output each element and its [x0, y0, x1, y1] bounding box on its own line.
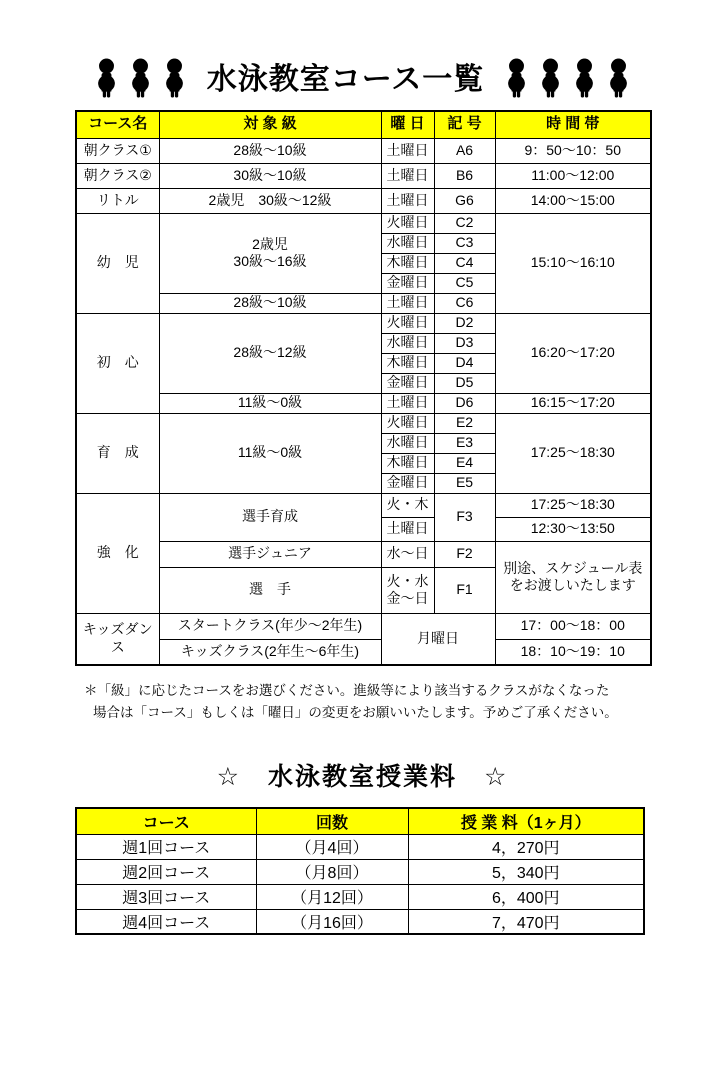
cell-shoshin-target-sat: 11級～0級	[159, 393, 381, 413]
cell-yoji-time: 15:10～16:10	[495, 213, 651, 313]
cell-kyoka-junior-target: 選手ジュニア	[159, 541, 381, 567]
title-row	[0, 50, 725, 102]
cell-shoshin-day-fri: 金曜日	[381, 373, 434, 393]
cell-little-target: 2歳児 30級～12級	[159, 188, 381, 213]
fee-row1-course: 週1回コース	[76, 834, 256, 859]
footnote-line2: 場合は「コース」もしくは「曜日」の変更をお願いいたします。予めご了承ください。	[93, 704, 618, 720]
fee-row2-course: 週2回コース	[76, 859, 256, 884]
swimmer-kid-icon	[124, 53, 157, 99]
cell-dance-time2: 18：10～19：10	[495, 639, 651, 665]
table-row	[76, 884, 644, 909]
cell-asa1-target: 28級～10級	[159, 138, 381, 163]
cell-yoji-day-tue: 火曜日	[381, 213, 434, 233]
fee-row2-fee: 5，340円	[408, 859, 644, 884]
header-target-level: 対 象 級	[159, 111, 381, 138]
cell-yoji-code-c5: C5	[434, 273, 495, 293]
cell-kyoka-ikusei-time1: 17:25～18:30	[495, 493, 651, 517]
course-schedule-table	[75, 110, 652, 666]
swimmer-kid-icon	[602, 53, 635, 99]
fee-row1-count: （月4回）	[256, 834, 408, 859]
cell-dance-class2: キッズクラス(2年生～6年生)	[159, 639, 381, 665]
swimmer-kid-icon	[534, 53, 567, 99]
cell-shoshin-time-sat: 16:15～17:20	[495, 393, 651, 413]
cell-little-course: リトル	[76, 188, 159, 213]
fee-row3-fee: 6，400円	[408, 884, 644, 909]
cell-yoji-day-sat: 土曜日	[381, 293, 434, 313]
cell-shoshin-code-d6: D6	[434, 393, 495, 413]
cell-asa1-course: 朝クラス①	[76, 138, 159, 163]
fee-row4-fee: 7，470円	[408, 909, 644, 934]
cell-ikusei-target: 11級～0級	[159, 413, 381, 493]
cell-little-day: 土曜日	[381, 188, 434, 213]
swimmer-kid-icon	[158, 53, 191, 99]
cell-shoshin-code-d4: D4	[434, 353, 495, 373]
cell-shoshin-course: 初 心	[76, 313, 159, 413]
cell-kyoka-ikusei-target: 選手育成	[159, 493, 381, 541]
cell-kyoka-schedule-note: 別途、スケジュール表 をお渡しいたします	[495, 541, 651, 613]
table-row	[76, 493, 651, 517]
header-time: 時 間 帯	[495, 111, 651, 138]
course-table-header-row	[76, 111, 651, 138]
table-row	[76, 213, 651, 233]
cell-shoshin-time-main: 16:20～17:20	[495, 313, 651, 393]
cell-ikusei-day-thu: 木曜日	[381, 453, 434, 473]
cell-yoji-target-main: 2歳児 30級～16級	[159, 213, 381, 293]
swimmer-kid-icon	[568, 53, 601, 99]
cell-little-code: G6	[434, 188, 495, 213]
cell-shoshin-day-wed: 水曜日	[381, 333, 434, 353]
table-row	[76, 188, 651, 213]
cell-kyoka-senshu-code: F1	[434, 567, 495, 613]
table-row	[76, 413, 651, 433]
fee-row1-fee: 4，270円	[408, 834, 644, 859]
swimmer-kid-icon	[90, 53, 123, 99]
fee-table	[75, 807, 645, 935]
cell-ikusei-day-fri: 金曜日	[381, 473, 434, 493]
footnote	[84, 680, 725, 723]
fee-header-fee: 授 業 料（1ヶ月）	[408, 808, 644, 834]
cell-ikusei-time: 17:25～18:30	[495, 413, 651, 493]
cell-yoji-code-c4: C4	[434, 253, 495, 273]
cell-yoji-target-sat: 28級～10級	[159, 293, 381, 313]
cell-shoshin-code-d3: D3	[434, 333, 495, 353]
cell-yoji-day-wed: 水曜日	[381, 233, 434, 253]
cell-asa2-code: B6	[434, 163, 495, 188]
cell-asa1-time: 9：50～10：50	[495, 138, 651, 163]
fee-row3-count: （月12回）	[256, 884, 408, 909]
fee-header-count: 回数	[256, 808, 408, 834]
fee-row3-course: 週3回コース	[76, 884, 256, 909]
swimmer-kids-right-group	[500, 53, 635, 99]
cell-kyoka-senshu-target: 選 手	[159, 567, 381, 613]
cell-dance-day: 月曜日	[381, 613, 495, 665]
cell-shoshin-day-thu: 木曜日	[381, 353, 434, 373]
fee-section-title: ☆ 水泳教室授業料 ☆	[216, 763, 509, 792]
cell-ikusei-day-tue: 火曜日	[381, 413, 434, 433]
cell-asa2-course: 朝クラス②	[76, 163, 159, 188]
table-row	[76, 859, 644, 884]
cell-ikusei-code-e2: E2	[434, 413, 495, 433]
table-row	[76, 138, 651, 163]
cell-ikusei-course: 育 成	[76, 413, 159, 493]
cell-kyoka-junior-code: F2	[434, 541, 495, 567]
table-row	[76, 541, 651, 567]
swimmer-kid-icon	[500, 53, 533, 99]
cell-dance-class1: スタートクラス(年少～2年生)	[159, 613, 381, 639]
cell-yoji-code-c2: C2	[434, 213, 495, 233]
cell-dance-time1: 17：00～18：00	[495, 613, 651, 639]
header-code: 記 号	[434, 111, 495, 138]
cell-kyoka-ikusei-day1: 火・木	[381, 493, 434, 517]
cell-shoshin-code-d5: D5	[434, 373, 495, 393]
cell-asa1-code: A6	[434, 138, 495, 163]
page-title: 水泳教室コース一覧	[206, 63, 485, 96]
fee-table-header-row	[76, 808, 644, 834]
header-day: 曜 日	[381, 111, 434, 138]
cell-asa1-day: 土曜日	[381, 138, 434, 163]
cell-yoji-course: 幼 児	[76, 213, 159, 313]
fee-row4-course: 週4回コース	[76, 909, 256, 934]
cell-dance-course: キッズダンス	[76, 613, 159, 665]
cell-shoshin-day-sat: 土曜日	[381, 393, 434, 413]
table-row	[76, 393, 651, 413]
cell-asa2-time: 11:00～12:00	[495, 163, 651, 188]
cell-yoji-code-c3: C3	[434, 233, 495, 253]
table-row	[76, 163, 651, 188]
cell-kyoka-senshu-day: 火・水 金～日	[381, 567, 434, 613]
cell-little-time: 14:00～15:00	[495, 188, 651, 213]
table-row	[76, 909, 644, 934]
cell-kyoka-ikusei-day2: 土曜日	[381, 517, 434, 541]
cell-ikusei-day-wed: 水曜日	[381, 433, 434, 453]
cell-kyoka-course: 強 化	[76, 493, 159, 613]
header-course-name: コース名	[76, 111, 159, 138]
table-row	[76, 834, 644, 859]
cell-yoji-day-thu: 木曜日	[381, 253, 434, 273]
fee-row2-count: （月8回）	[256, 859, 408, 884]
cell-kyoka-ikusei-time2: 12:30～13:50	[495, 517, 651, 541]
cell-kyoka-junior-day: 水～日	[381, 541, 434, 567]
cell-asa2-target: 30級～10級	[159, 163, 381, 188]
cell-ikusei-code-e3: E3	[434, 433, 495, 453]
cell-ikusei-code-e4: E4	[434, 453, 495, 473]
cell-ikusei-code-e5: E5	[434, 473, 495, 493]
cell-shoshin-day-tue: 火曜日	[381, 313, 434, 333]
cell-shoshin-target-main: 28級～12級	[159, 313, 381, 393]
swimmer-kids-left-group	[90, 53, 191, 99]
fee-header-course: コース	[76, 808, 256, 834]
cell-shoshin-code-d2: D2	[434, 313, 495, 333]
cell-kyoka-ikusei-code: F3	[434, 493, 495, 541]
footnote-line1: ＊「級」に応じたコースをお選びください。進級等により該当するクラスがなくなった	[84, 683, 610, 698]
cell-yoji-day-fri: 金曜日	[381, 273, 434, 293]
fee-row4-count: （月16回）	[256, 909, 408, 934]
cell-asa2-day: 土曜日	[381, 163, 434, 188]
table-row	[76, 639, 651, 665]
cell-yoji-code-c6: C6	[434, 293, 495, 313]
table-row	[76, 313, 651, 333]
table-row	[76, 613, 651, 639]
